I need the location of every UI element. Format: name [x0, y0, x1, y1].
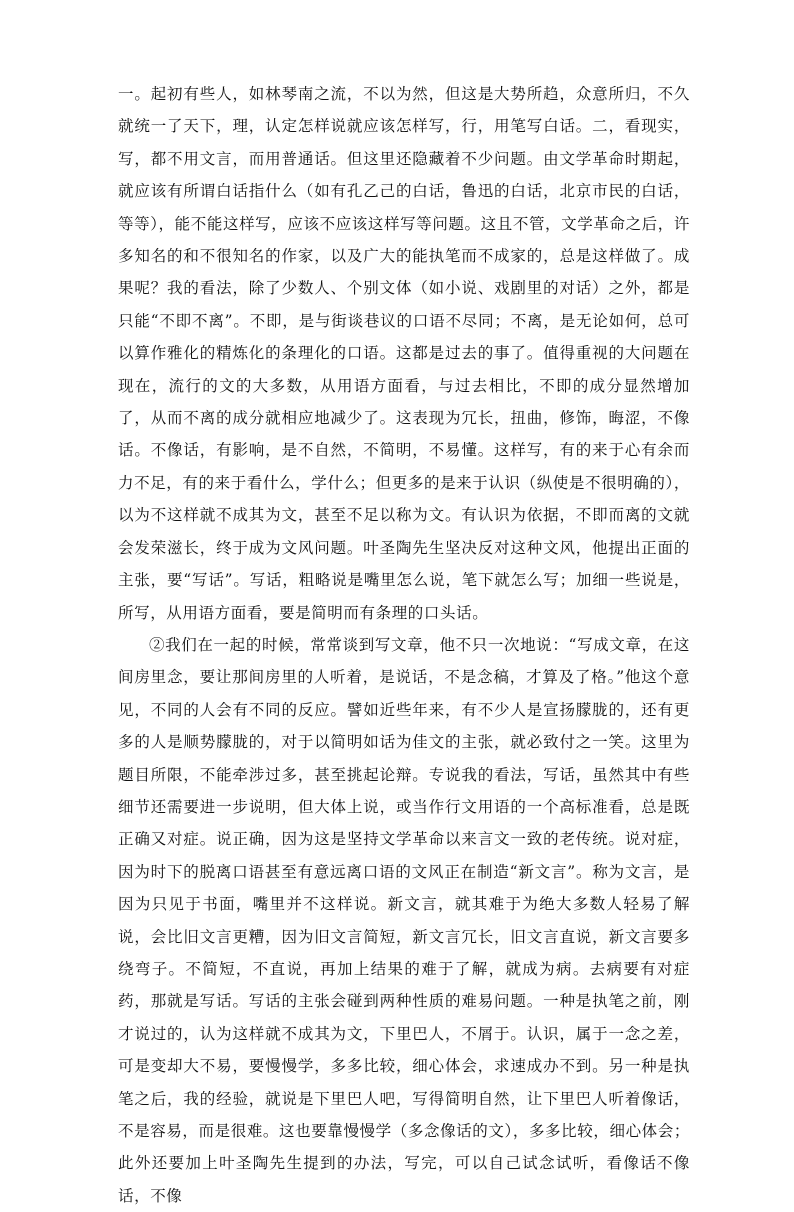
paragraph-1: 一。起初有些人，如林琴南之流，不以为然，但这是大势所趋，众意所归，不久就统一了天下，理，认定怎样说就应该怎样写，行，用笔写白话。二，看现实，写，都不用文言，而用普通话。但这里还隐藏着不少问题。由文学革命时期起，就应该有所谓白话指什么（如有孔乙己的白话，鲁迅的白话，北京市民的白话，等等），能不能这样写，应该不应该这样写等问题。这且不管，文学革命之后，许多知名的和不很知名的作家，以及广大的能执笔而不成家的，总是这样做了。成果呢？我的看法，除了少数人、个别文体（如小说、戏剧里的对话）之外，都是只能“不即不离”。不即，是与街谈巷议的口语不尽同；不离，是无论如何，总可以算作雅化的精炼化的条理化的口语。这都是过去的事了。值得重视的大问题在现在，流行的文的大多数，从用语方面看，与过去相比，不即的成分显然增加了，从而不离的成分就相应地减少了。这表现为冗长，扭曲，修饰，晦涩，不像话。不像话，有影响，是不自然，不简明，不易懂。这样写，有的来于心有余而力不足，有的来于看什么，学什么；但更多的是来于认识（纵使是不很明确的），以为不这样就不成其为文，甚至不足以称为文。有认识为依据，不即而离的文就会发荣滋长，终于成为文风问题。叶圣陶先生坚决反对这种文风，他提出正面的主张，要“写话”。写话，粗略说是嘴里怎么说，笔下就怎么写；加细一些说是，所写，从用语方面看，要是简明而有条理的口头话。	[118, 85, 690, 622]
document-page	[118, 78, 690, 1212]
paragraph-2: ②我们在一起的时候，常常谈到写文章，他不只一次地说：“写成文章，在这间房里念，要让那间房里的人听着，是说话，不是念稿，才算及了格。”他这个意见，不同的人会有不同的反应。譬如近些年来，有不少人是宣扬朦胧的，还有更多的人是顺势朦胧的，对于以简明如话为佳文的主张，就必致付之一笑。这里为题目所限，不能牵涉过多，甚至挑起论辩。专说我的看法，写话，虽然其中有些细节还需要进一步说明，但大体上说，或当作行文用语的一个高标准看，总是既正确又对症。说正确，因为这是坚持文学革命以来言文一致的老传统。说对症，因为时下的脱离口语甚至有意远离口语的文风正在制造“新文言”。称为文言，是因为只见于书面，嘴里并不这样说。新文言，就其难于为绝大多数人轻易了解说，会比旧文言更糟，因为旧文言简短，新文言冗长，旧文言直说，新文言要多绕弯子。不简短，不直说，再加上结果的难于了解，就成为病。去病要有对症药，那就是写话。写话的主张会碰到两种性质的难易问题。一种是执笔之前，刚才说过的，认为这样就不成其为文，下里巴人，不屑于。认识，属于一念之差，可是变却大不易，要慢慢学，多多比较，细心体会，求速成办不到。另一种是执笔之后，我的经验，就说是下里巴人吧，写得简明自然，让下里巴人听着像话，不是容易，而是很难。这也要靠慢慢学（多念像话的文），多多比较，细心体会；此外还要加上叶圣陶先生提到的办法，写完，可以自己试念试听，看像话不像话，不像	[118, 635, 690, 1205]
